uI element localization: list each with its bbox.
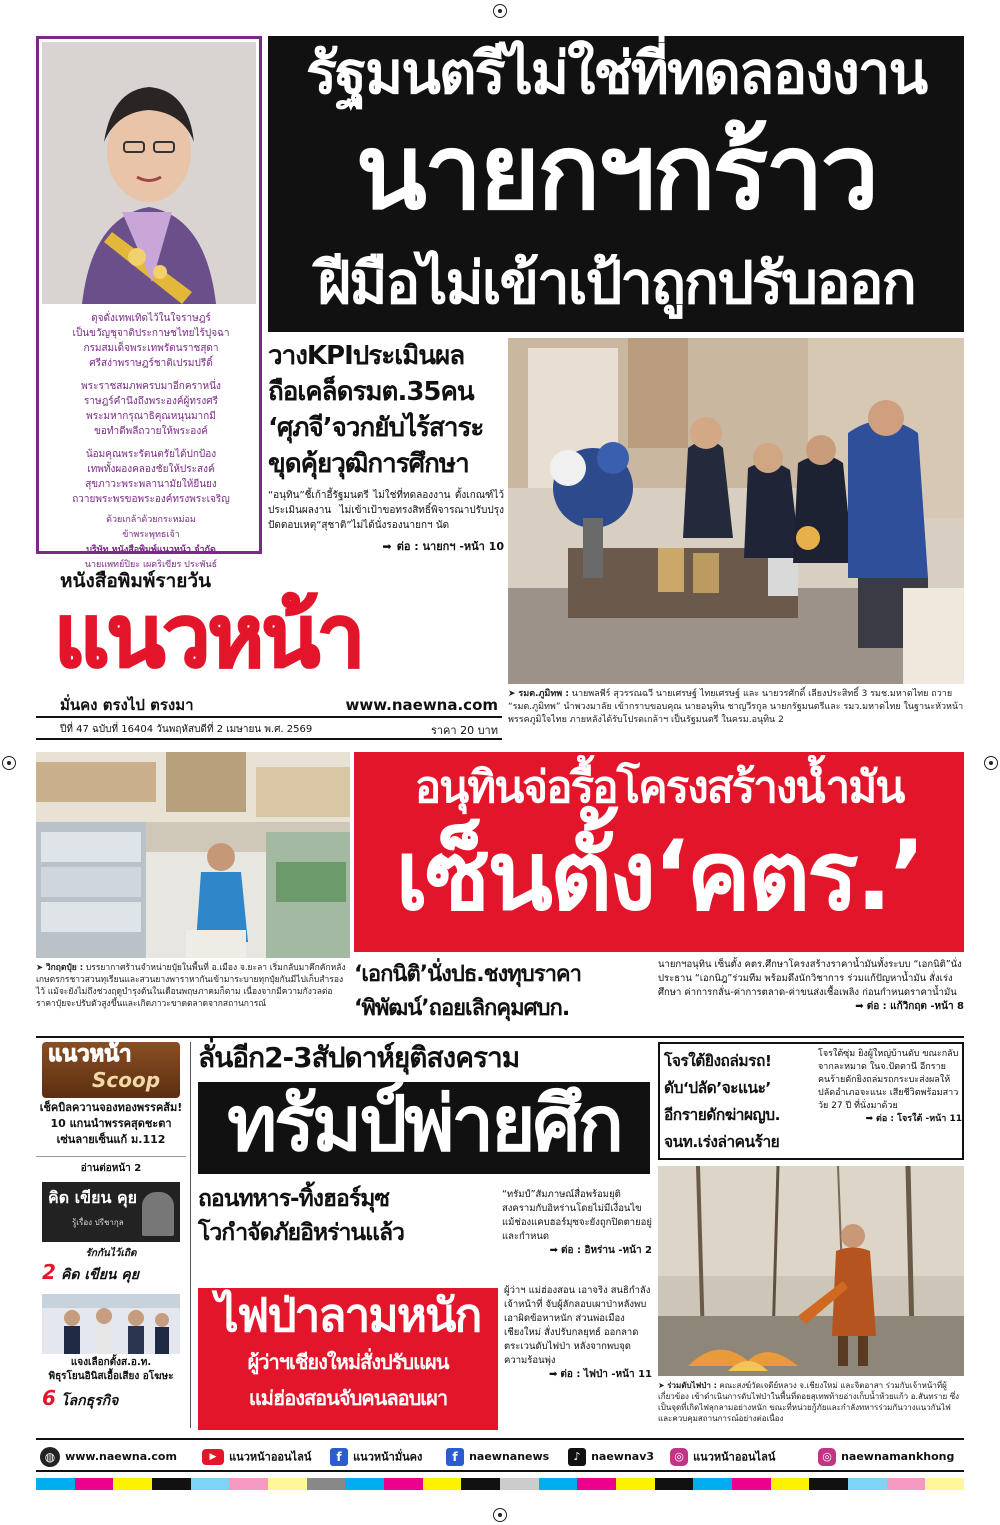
south-body <box>818 1048 962 1126</box>
kpi-continue-text: ต่อ : นายกฯ -หน้า 10 <box>396 540 504 553</box>
biz-page-number: 6 <box>42 1386 56 1410</box>
color-swatch <box>75 1478 114 1490</box>
verse-line: พระมหากรุณาธิคุณหนุนมากมี <box>86 411 216 422</box>
registration-mark-bottom <box>493 1508 507 1522</box>
biz-page-label: โลกธุรกิจ <box>61 1393 119 1409</box>
color-swatch <box>113 1478 152 1490</box>
instagram-icon: ◎ <box>818 1448 836 1466</box>
color-swatch <box>500 1478 539 1490</box>
biz-page-ref[interactable] <box>42 1388 182 1409</box>
kpi-body: “อนุทิน”ชี้เก้าอี้รัฐมนตรี ไม่ใช่ที่ทดลองงาน ตั้งเกณฑ์ไว้ประเมินผลงาน ไม่เข้าเป้าขอทรงสิทธิ์พิจารณาปรับปรุง ปัดตอบเหตุ“สุชาติ”ไม่ได้นั่งรองนายกฯ นัด <box>268 490 504 531</box>
caption-arrow-icon: ➤ <box>658 1381 665 1390</box>
headline-line-1: รัฐมนตรีไม่ใช่ที่ทดลองงาน <box>305 39 927 107</box>
kpi-continue <box>268 535 504 555</box>
color-swatch <box>655 1478 694 1490</box>
color-swatch <box>887 1478 926 1490</box>
headline-line-3: ฝีมือไม่เข้าเป้าถูกปรับออก <box>317 249 915 317</box>
oil-continue <box>658 1000 964 1014</box>
color-swatch <box>693 1478 732 1490</box>
south-headline-line: อีกรายดักฆ่าผญบ. <box>664 1106 780 1124</box>
author-portrait-icon <box>142 1192 174 1236</box>
color-swatch <box>152 1478 191 1490</box>
scoop-logo: แนวหน้า <box>48 1042 132 1067</box>
trump-subhead-2: โวกำจัดภัยอิหร่านแล้ว <box>198 1220 404 1246</box>
sidebar-divider <box>190 1042 191 1428</box>
globe-icon: ◍ <box>40 1447 60 1467</box>
caption-lead: รมต.ภูมิทพ : <box>518 689 569 699</box>
south-headline-line: โจรใต้ยิงถล่มรถ! <box>664 1052 772 1070</box>
masthead-website: www.naewna.com <box>345 696 498 714</box>
fire-continue <box>504 1368 652 1382</box>
trump-headline-box <box>198 1079 650 1174</box>
footer-instagram-1-text: แนวหน้าออนไลน์ <box>693 1450 776 1464</box>
footer-facebook-2[interactable] <box>446 1446 549 1466</box>
kpi-story <box>268 338 504 558</box>
verse-line: ราษฎร์คำนึงถึงพระองค์ผู้ทรงศรี <box>84 396 218 407</box>
verse-line: กรมสมเด็จพระเทพรัตนราชสุดา <box>83 343 219 354</box>
fire-continue-text: ต่อ : ไฟป่า -หน้า 11 <box>560 1369 652 1380</box>
election-photo <box>42 1294 180 1354</box>
color-swatch <box>229 1478 268 1490</box>
registration-mark-top <box>493 4 507 18</box>
south-story-box <box>658 1042 964 1160</box>
column-author: รู้เรื่อง ปรีชากุล <box>72 1218 124 1227</box>
south-body-text: โจรใต้ซุ่ม ยิงผู้ใหญ่บ้านดับ ขณะกลับจากละหมาด ในจ.ปัตตานี อีกรายคนร้ายดักยิงถล่มรถกระบะส่งผลให้ปลัดอำเภอจะแนะ เสียชีวิตพร้อมสาววัย 27 ปี ที่นั่งมาด้วย <box>818 1049 959 1111</box>
section-divider <box>36 1036 964 1038</box>
fire-subhead-2: แม่ฮ่องสอนจับคนลอบเผา <box>248 1386 448 1410</box>
color-swatch <box>577 1478 616 1490</box>
issue-bar <box>36 716 502 740</box>
kpi-subhead-2: ถือเคล็ดรมต.35คน <box>268 377 474 407</box>
color-swatch <box>616 1478 655 1490</box>
fertilizer-shop-photo <box>36 752 350 958</box>
color-swatch <box>191 1478 230 1490</box>
color-calibration-strip <box>36 1478 964 1490</box>
signature-line: นายแพทย์ปิยะ เผดริเขียร ประพันธ์ <box>84 560 218 570</box>
column-title: คิด เขียน คุย <box>48 1188 138 1207</box>
color-swatch <box>423 1478 462 1490</box>
caption-lead: วิกฤตปุ๋ย : <box>45 963 84 973</box>
oil-headline-box <box>354 752 964 952</box>
color-swatch <box>925 1478 964 1490</box>
ministers-photo-caption <box>508 688 964 740</box>
column-banner[interactable] <box>42 1182 180 1242</box>
verse-line: เป็นขวัญชุจาติประกาษชไทยไร้ปุจฉา <box>72 328 230 339</box>
kpi-subhead-3: ‘ศุภจี’จวกยับไร้สาระ <box>268 413 484 443</box>
forest-fire-caption <box>658 1380 964 1430</box>
instagram-icon: ◎ <box>670 1448 688 1466</box>
election-text <box>36 1356 186 1384</box>
color-swatch <box>732 1478 771 1490</box>
south-headline-line: จนท.เร่งล่าคนร้าย <box>664 1133 780 1151</box>
footer-website[interactable] <box>40 1446 177 1466</box>
caption-text: นายพลพีร์ สุวรรณฉวี นายเศรษฐ์ ไทยเศรษฐ์ และ นายวรศักดิ์ เลียงประสิทธิ์ 3 รมช.มหาดไทย ถวาย “รมต.ภูมิทพ” นำพวงมาลัย เข้ากราบขอบคุณ นายอนุทิน ชาญวีรกูล นายกรัฐมนตรีและ รมว.มหาดไทย ในฐานะหัวหน้าพรรคภูมิใจไทย ภายหลังได้รับโปรดเกล้าฯ เป็นรัฐมนตรี ในครม.อนุทิน 2 <box>508 689 964 725</box>
column-page-number: 2 <box>42 1260 56 1284</box>
royal-verse <box>47 311 255 573</box>
verse-line: ดุจดั่งเทพเทิดไว้ในใจราษฎร์ <box>91 313 211 324</box>
footer-instagram-2-text: naewnamankhong <box>841 1450 955 1463</box>
column-note: รักกันไว้เถิด <box>85 1248 137 1259</box>
sidebar <box>36 1042 186 1430</box>
forest-fire-photo <box>658 1166 964 1376</box>
oil-headline-1: อนุทินจ่อรื้อโครงสร้างน้ำมัน <box>414 762 904 813</box>
trump-subhead-1: ถอนทหาร-ทิ้งฮอร์มุซ <box>198 1186 389 1212</box>
color-swatch <box>848 1478 887 1490</box>
scoop-banner[interactable] <box>42 1042 180 1098</box>
trump-body-text: “ทรัมป์”สัมภาษณ์สื่อพร้อมยุติสงครามกับอิหร่านโดยไม่มีเงื่อนไข แม้ช่องแคบฮอร์มุซจะยังถูกปิดตายอยู่ และกำหนด <box>502 1189 652 1242</box>
facebook-icon: f <box>330 1448 348 1466</box>
signature-line: ด้วยเกล้าด้วยกระหม่อม <box>106 515 196 525</box>
masthead-tagline: หนังสือพิมพ์รายวัน <box>60 570 212 592</box>
scoop-word: Scoop <box>92 1068 161 1092</box>
verse-line: เทพทั้งผองคลองชัยให้ประสงค์ <box>87 464 215 475</box>
fire-subhead-1: ผู้ว่าฯเชียงใหม่สั่งปรับแผน <box>247 1350 449 1374</box>
south-continue-text: ต่อ : โจรใต้ -หน้า 11 <box>876 1114 962 1124</box>
oil-body-text: นายกฯอนุทิน เซ็นตั้ง คตร.ศึกษาโครงสร้างราคาน้ำมันทั้งระบบ “เอกนิติ”นั่งประธาน “เอกนิฎ”ร่วมทีม พร้อมดึงนักวิชาการ ร่วมแก้ปัญหาน้ำมัน สั่งเร่งศึกษา ค่าการกลั่น-ค่าการตลาด-ค่าขนส่งเชื้อเพลิง ก่อนกำหนดราคาน้ำมัน <box>658 959 962 998</box>
verse-line: น้อมคุณพระรัตนตรัยได้ปกป้อง <box>85 449 217 460</box>
scoop-text <box>36 1100 186 1148</box>
verse-line: พระราชสมภพครบมาอีกคราหนึ่ง <box>81 381 221 392</box>
main-headline-box <box>268 36 964 332</box>
caption-arrow-icon: ➤ <box>508 689 516 699</box>
footer-tiktok[interactable] <box>568 1446 654 1466</box>
caption-lead: ร่วมดับไฟป่า : <box>667 1381 717 1390</box>
footer-facebook-1[interactable] <box>330 1446 422 1466</box>
footer-youtube[interactable] <box>202 1446 311 1466</box>
oil-subhead-2: ‘พิพัฒน์’ถอยเลิกคุมศบก. <box>354 996 570 1021</box>
south-headline <box>664 1048 814 1156</box>
arrow-right-icon: ➡ <box>548 1369 558 1380</box>
color-swatch <box>809 1478 848 1490</box>
footer-facebook-1-text: แนวหน้ามั่นคง <box>353 1450 423 1464</box>
color-swatch <box>307 1478 346 1490</box>
verse-line: ศรีสง่าพราษฎร์ชาติเปรมปรีดิ์ <box>89 358 213 369</box>
oil-body <box>658 958 964 1034</box>
caption-text: บรรยากาศร้านจำหน่ายปุ๋ยในพื้นที่ อ.เมือง จ.ยะลา เริ่มกลับมาคึกคักหลังเกษตรกรชาวสวนทุเรียนและสวนยางพาราหากันเข้ามาระบายทุกปุ๋ยกันมีไปเก็บสำรองไว้ แม้จะยังไม่ถึงช่วงฤดูบำรุงต้นในเดือนพฤษภาคมก็ตาม เนื่องจากมีความกังวลต่อราคาปุ๋ยจะปรับตัวสูงขึ้นและเกิดภาวะขาดตลาดจากสถานการณ์ <box>36 963 346 1009</box>
kpi-subhead-4: ขุดคุ้ยวุฒิการศึกษา <box>268 449 469 479</box>
footer-facebook-2-text: naewnanews <box>469 1450 550 1463</box>
scoop-read-more[interactable]: อ่านต่อหน้า 2 <box>36 1156 186 1176</box>
youtube-icon: ▶ <box>202 1449 224 1465</box>
facebook-icon: f <box>446 1448 464 1466</box>
verse-line: ถวายพระพรขอพระองค์ทรงพระเจริญ <box>72 494 230 505</box>
oil-continue-text: ต่อ : แก้วิกฤต -หน้า 8 <box>866 1001 964 1012</box>
south-continue <box>818 1113 962 1126</box>
caption-text: คณะสงฆ์วัดเจดีย์หลวง จ.เชียงใหม่ และจิตอาสา ร่วมกับเจ้าหน้าที่ผู้เกี่ยวข้อง เข้าดำเนินการดับไฟป่าในพื้นที่ดอยสุเทพท้ายอ่างเก็บน้ำห้วยแก้ว อ.สันทราย ซึ่งเป็นจุดที่เกิดไฟลุกลามอย่างหนัก ขณะที่หน่วยกู้ภัยและกำลังทหารร่วมกันวางแนวกันไฟและควบคุมสถานการณ์อย่างต่อเนื่อง <box>658 1381 960 1423</box>
caption-arrow-icon: ➤ <box>36 963 44 973</box>
color-swatch <box>268 1478 307 1490</box>
color-swatch <box>461 1478 500 1490</box>
ministers-photo <box>508 338 964 684</box>
footer-website-text: www.naewna.com <box>65 1450 177 1463</box>
signature-line: ข้าพระพุทธเจ้า <box>122 530 180 540</box>
fire-body <box>504 1284 652 1382</box>
footer-instagram-2[interactable] <box>818 1446 954 1466</box>
footer-youtube-text: แนวหน้าออนไลน์ <box>229 1450 312 1464</box>
color-swatch <box>36 1478 75 1490</box>
masthead-motto: มั่นคง ตรงไป ตรงมา <box>60 696 194 714</box>
masthead <box>36 568 502 738</box>
arrow-right-icon: ➡ <box>382 540 392 553</box>
footer-tiktok-text: naewnav3 <box>591 1450 655 1463</box>
issue-info: ปีที่ 47 ฉบับที่ 16404 วันพฤหัสบดีที่ 2 เมษายน พ.ศ. 2569 <box>60 724 313 735</box>
trump-headline: ทรัมป์พ่ายศึก <box>227 1079 621 1168</box>
headline-line-2: นายกฯกร้าว <box>355 111 877 233</box>
oil-subheads <box>354 958 654 1034</box>
arrow-right-icon: ➡ <box>865 1114 874 1124</box>
trump-body <box>502 1188 652 1258</box>
scoop-line: 10 แกนนำพรรคสุดชะตา <box>50 1117 172 1130</box>
color-swatch <box>345 1478 384 1490</box>
trump-kicker: ลั่นอีก2-3สัปดาห์ยุติสงคราม <box>198 1041 520 1074</box>
color-swatch <box>539 1478 578 1490</box>
arrow-right-icon: ➡ <box>549 1245 558 1256</box>
oil-subhead-1: ‘เอกนิติ’นั่งปธ.ชงทุบราคา <box>354 962 582 987</box>
verse-line: ขอทำดีพลีถวายให้พระองค์ <box>94 426 208 437</box>
trump-continue-text: ต่อ : อิหร่าน -หน้า 2 <box>561 1245 652 1256</box>
trump-story <box>194 1042 652 1260</box>
color-swatch <box>771 1478 810 1490</box>
trump-continue <box>502 1244 652 1258</box>
kpi-subhead-1: วางKPIประเมินผล <box>268 341 465 371</box>
registration-mark-left <box>2 756 16 770</box>
arrow-right-icon: ➡ <box>855 1001 864 1012</box>
column-page-label: คิด เขียน คุย <box>61 1267 139 1283</box>
footer-instagram-1[interactable] <box>670 1446 775 1466</box>
verse-line: สุขภาวะพระพลานามัยให้ยืนยง <box>85 479 217 490</box>
portrait-illustration <box>42 42 256 304</box>
masthead-logo: แนวหน้า <box>54 587 363 687</box>
signature-line: บริษัท หนังสือพิมพ์แนวหน้า จำกัด <box>86 545 216 555</box>
oil-headline-2: เซ็นตั้ง‘คตร.’ <box>395 820 923 932</box>
royal-tribute-box <box>36 36 262 570</box>
column-page-ref[interactable] <box>42 1262 182 1283</box>
election-line: แจงเลือกตั้งส.อ.ท. <box>70 1357 152 1368</box>
footer-social-bar <box>36 1438 964 1472</box>
south-headline-line: ดับ‘ปลัด’จะแนะ’ <box>664 1079 771 1097</box>
fertilizer-photo-caption <box>36 962 350 1034</box>
fire-body-text: ผู้ว่าฯ แม่ฮ่องสอน เอาจริง สนธิกำลังเจ้าหน้าที่ จับผู้ลักลอบเผาป่าหลังพบ เอาผิดข้อหาหนัก ส่วนพ่อเมืองเชียงใหม่ สั่งปรับกลยุทธ์ ออกลาดตระเวนดับไฟป่า หลังจากพบจุดความร้อนพุ่ง <box>504 1285 651 1366</box>
scoop-line: เซ่นลายเซ็นแก้ ม.112 <box>56 1133 166 1146</box>
tiktok-icon: ♪ <box>568 1448 586 1466</box>
color-swatch <box>384 1478 423 1490</box>
fire-headline-box <box>198 1288 498 1430</box>
fire-story <box>194 1270 652 1430</box>
election-line: พิธุรโยนอินิสเอื้อเสียง อโฆษะ <box>48 1371 174 1382</box>
issue-price: ราคา 20 บาท <box>430 724 498 737</box>
scoop-line: เช็คบิลควานจองทองพรรคส้ม! <box>39 1101 183 1114</box>
royal-portrait <box>42 42 256 304</box>
fire-headline: ไฟป่าลามหนัก <box>215 1288 481 1342</box>
registration-mark-right <box>984 756 998 770</box>
